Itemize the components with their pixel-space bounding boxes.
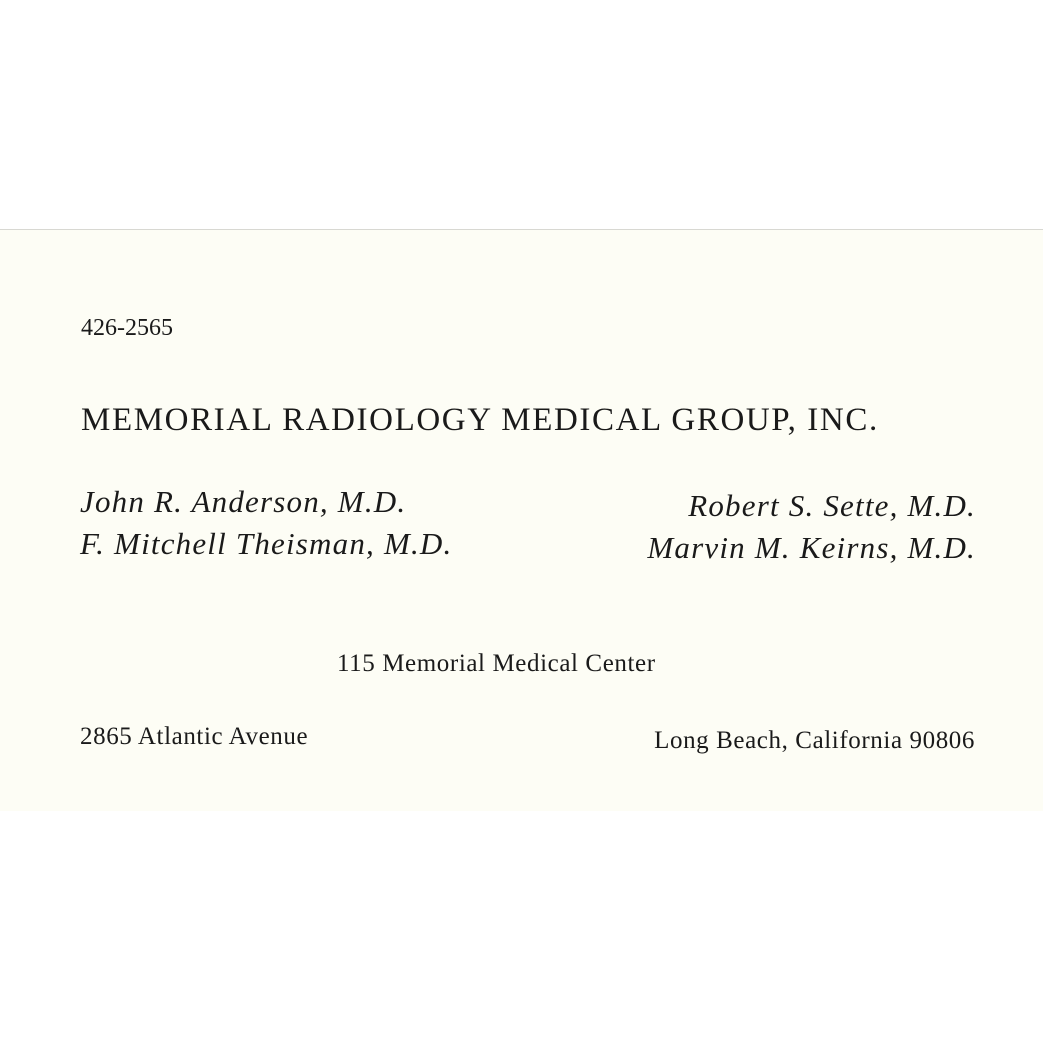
- business-card: [0, 229, 1043, 811]
- physician-name: F. Mitchell Theisman, M.D.: [80, 526, 453, 561]
- physician-name: John R. Anderson, M.D.: [80, 484, 407, 519]
- group-name: MEMORIAL RADIOLOGY MEDICAL GROUP, INC.: [81, 402, 879, 438]
- street-address: 2865 Atlantic Avenue: [80, 723, 309, 750]
- suite-address: 115 Memorial Medical Center: [337, 650, 656, 677]
- city-state-zip: Long Beach, California 90806: [654, 727, 975, 754]
- phone-number: 426-2565: [81, 315, 173, 341]
- physician-name: Marvin M. Keirns, M.D.: [647, 530, 976, 565]
- physician-name: Robert S. Sette, M.D.: [688, 488, 976, 523]
